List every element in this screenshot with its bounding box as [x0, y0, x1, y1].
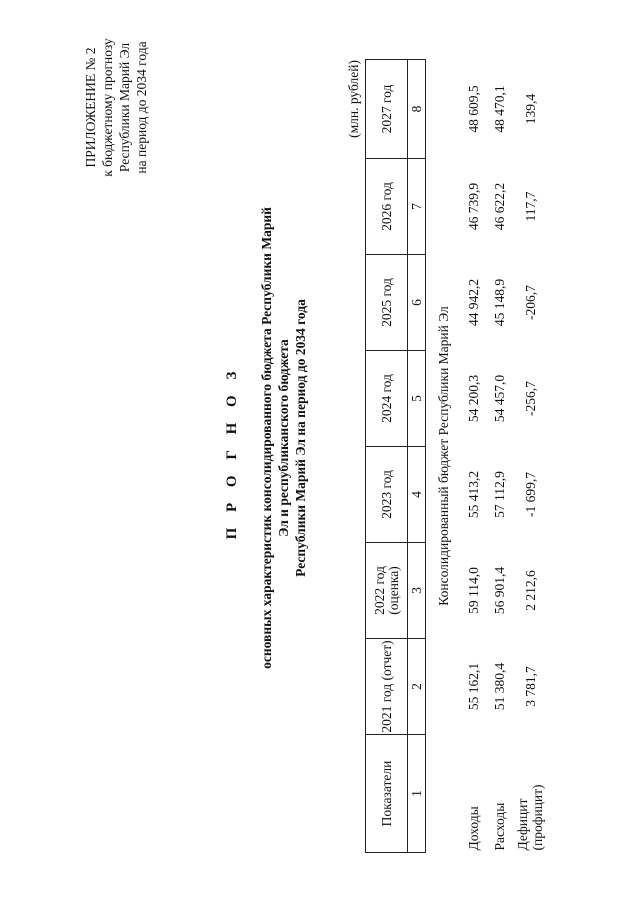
- appendix-line-3: Республики Марий Эл: [117, 42, 132, 173]
- header-2021: 2021 год (отчет): [366, 639, 408, 735]
- header-2022: 2022 год (оценка): [366, 543, 408, 639]
- cell-value: 54 200,3: [465, 374, 481, 423]
- section-row: [426, 60, 461, 853]
- table-row-deficit: [512, 60, 548, 853]
- column-number: 6: [408, 255, 426, 351]
- header-2026: 2026 год: [366, 159, 408, 255]
- column-number: 7: [408, 159, 426, 255]
- column-number: 4: [408, 447, 426, 543]
- row-label: Доходы: [465, 806, 481, 851]
- appendix-line-2: к бюджетному прогнозу: [100, 38, 115, 177]
- row-label: Расходы: [491, 802, 507, 851]
- cell-value: 51 380,4: [491, 662, 507, 711]
- cell-value: 57 112,9: [491, 471, 507, 518]
- cell-value: 139,4: [522, 93, 538, 125]
- column-number: 3: [408, 543, 426, 639]
- cell-value: 46 622,2: [491, 182, 507, 231]
- header-2024: 2024 год: [366, 351, 408, 447]
- cell-value: 48 609,5: [465, 85, 481, 133]
- table-row-revenue: [460, 60, 486, 853]
- cell-value: 59 114,0: [465, 567, 481, 614]
- cell-value: 44 942,2: [465, 278, 481, 327]
- cell-value: 56 901,4: [491, 566, 507, 615]
- subtitle-line-2: Республики Марий Эл на период до 2034 года: [293, 299, 308, 577]
- cell-value: -1 699,7: [522, 472, 538, 517]
- cell-value: 3 781,7: [522, 666, 538, 707]
- cell-value: 117,7: [522, 191, 538, 222]
- units-note: (млн. рублей): [346, 60, 361, 138]
- row-label: Дефицит (профицит): [515, 784, 545, 851]
- table-row-expenses: [486, 60, 512, 853]
- cell-value: -206,7: [522, 285, 538, 320]
- column-number: 1: [408, 735, 426, 853]
- appendix-note: [82, 20, 150, 195]
- column-number: 2: [408, 639, 426, 735]
- section-title: Консолидированный бюджет Республики Марий Эл: [435, 306, 451, 606]
- header-indicator: Показатели: [366, 735, 408, 853]
- cell-value: -256,7: [522, 381, 538, 416]
- column-number-row: [408, 60, 426, 853]
- header-2025: 2025 год: [366, 255, 408, 351]
- column-number: 8: [408, 60, 426, 159]
- document-subtitle: [258, 203, 309, 673]
- cell-value: 2 212,6: [522, 570, 538, 611]
- subtitle-line-1: основных характеристик консолидированного бюджета Республики Марий Эл и республиканского бюджета: [259, 207, 291, 669]
- appendix-line-1: ПРИЛОЖЕНИЕ № 2: [83, 47, 98, 168]
- header-2027: 2027 год: [366, 60, 408, 159]
- column-number: 5: [408, 351, 426, 447]
- cell-value: 45 148,9: [491, 278, 507, 327]
- document-title: П Р О Г Н О З: [224, 365, 240, 540]
- appendix-line-4: на период до 2034 года: [134, 41, 149, 174]
- cell-value: 46 739,9: [465, 182, 481, 231]
- header-row: [366, 60, 408, 853]
- header-2023: 2023 год: [366, 447, 408, 543]
- cell-value: 55 413,2: [465, 470, 481, 519]
- cell-value: 54 457,0: [491, 374, 507, 423]
- forecast-table: [365, 59, 548, 853]
- cell-value: 48 470,1: [491, 85, 507, 133]
- cell-value: 55 162,1: [465, 662, 481, 711]
